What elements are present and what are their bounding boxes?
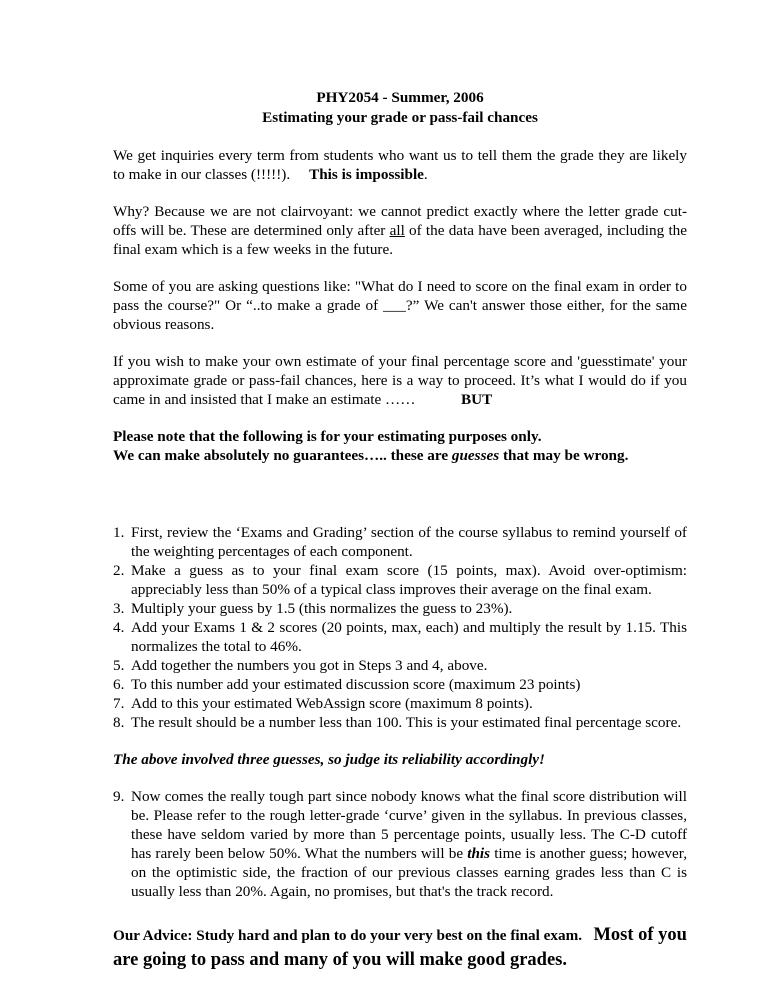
step-text: Multiply your guess by 1.5 (this normalizes the guess to 23%). [131,600,513,617]
intro-p1-end: . [423,166,428,183]
step-number: 5. [113,657,125,674]
course-title: PHY2054 - Summer, 2006 [316,89,484,106]
step-9-emphasis: this [467,845,491,862]
step-item [113,713,687,732]
step-text: First, review the ‘Exams and Grading’ section of the course syllabus to remind yourself of the weighting percentages of each component. [131,524,687,560]
step-9-list [113,787,687,901]
intro-p1-bold: This is impossible [309,166,424,183]
step-item [113,656,687,675]
intro-paragraph-1 [113,146,687,184]
step-item [113,618,687,656]
document-page [113,88,687,973]
step-9-text-b: time is another guess; however, on the optimistic side, the fraction of our previous classes earning grades less than C is usually less than 20%. Again, no promises, but that's the track record. [131,845,687,900]
step-9 [113,787,687,901]
step-9-text-a: Now comes the really tough part since nobody knows what the final score distribution will be. Please refer to the rough letter-grade ‘curve’ given in the syllabus. In previous classes, these have seldom varied by more than 5 percentage points, usually less. The C-D cutoff has rarely been below 50%. What the numbers will be [131,788,687,862]
intro-p2-a: Why? Because we are not clairvoyant: we cannot predict exactly where the letter grade cut-offs will be. These are determined only after [113,203,687,239]
step-number: 6. [113,676,125,693]
steps-list [113,523,687,732]
step-number: 8. [113,714,125,731]
intro-paragraph-4 [113,352,687,409]
step-number: 4. [113,619,125,636]
step-number: 2. [113,562,125,579]
step-item [113,599,687,618]
advice-paragraph [113,923,687,973]
step-number: 1. [113,524,125,541]
document-subtitle: Estimating your grade or pass-fail chances [262,109,538,126]
intro-p2-underline: all [389,222,405,239]
step-item [113,694,687,713]
step-text: Add together the numbers you got in Steps 3 and 4, above. [131,657,488,674]
warning-line-1: Please note that the following is for your estimating purposes only. [113,428,542,445]
reliability-note: The above involved three guesses, so judge its reliability accordingly! [113,751,545,768]
step-item [113,523,687,561]
step-text: To this number add your estimated discussion score (maximum 23 points) [131,676,581,693]
intro-paragraph-2 [113,202,687,259]
step-item [113,675,687,694]
intro-p4-text: If you wish to make your own estimate of your final percentage score and 'guesstimate' your approximate grade or pass-fail chances, here is a way to proceed. It’s what I would do if you came in and insisted that I make an estimate …… [113,353,687,408]
warning-line-2 [113,446,687,465]
intro-p1-text: We get inquiries every term from students who want us to tell them the grade they are likely to make in our classes (!!!!!). [113,147,687,183]
step-number: 3. [113,600,125,617]
advice-large: Most of you are going to pass and many of you will make good grades. [113,925,687,970]
step-text: Make a guess as to your final exam score (15 points, max). Avoid over-optimism: appreciably less than 50% of a typical class improves their average on the final exam. [131,562,687,598]
step-9-number: 9. [113,788,125,805]
warning-line-2-b: that may be wrong. [499,447,629,464]
advice-small: Our Advice: Study hard and plan to do your very best on the final exam. [113,927,583,944]
intro-p2-b: of the data have been averaged, including the final exam which is a few weeks in the future. [113,222,687,258]
step-text: Add your Exams 1 & 2 scores (20 points, max, each) and multiply the result by 1.15. This normalizes the total to 46%. [131,619,687,655]
intro-paragraph-3: Some of you are asking questions like: "What do I need to score on the final exam in order to pass the course?" Or “..to make a grade of ___?” We can't answer those either, for the same obvious reasons. [113,278,687,333]
step-text: The result should be a number less than 100. This is your estimated final percentage score. [131,714,682,731]
step-text: Add to this your estimated WebAssign score (maximum 8 points). [131,695,533,712]
intro-p4-bold: BUT [460,391,493,408]
step-item [113,561,687,599]
step-number: 7. [113,695,125,712]
warning-line-2-italic: guesses [451,447,500,464]
warning-line-2-a: We can make absolutely no guarantees….. these are [113,447,452,464]
